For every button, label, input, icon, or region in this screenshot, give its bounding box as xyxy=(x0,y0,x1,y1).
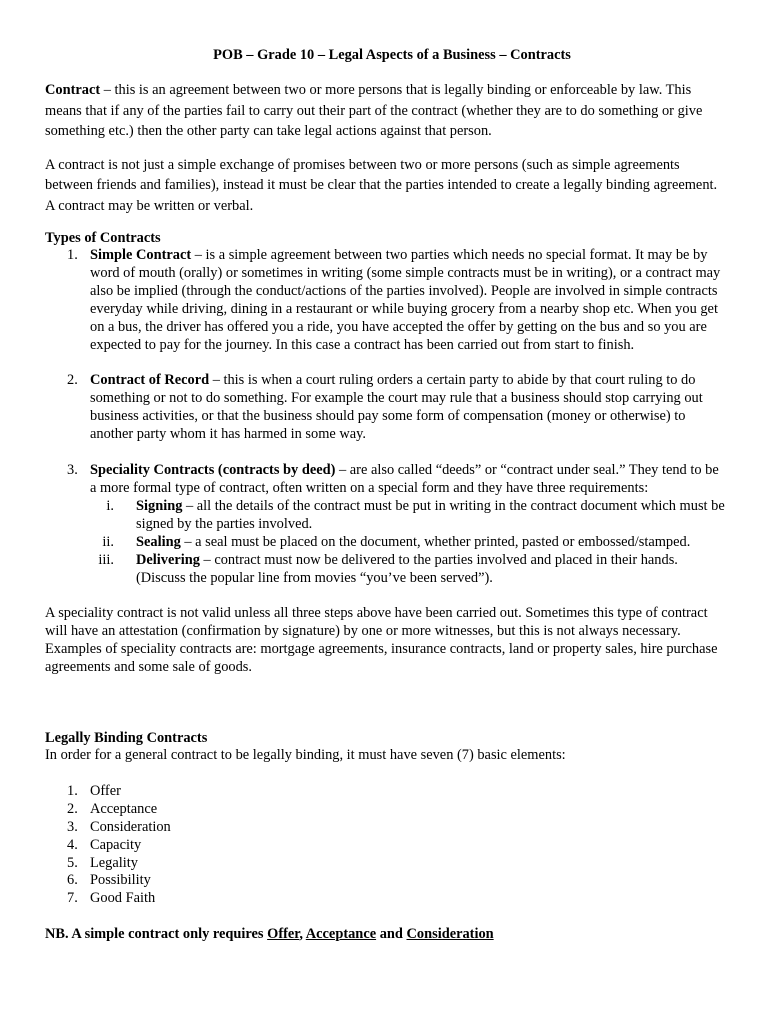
requirement-number: ii. xyxy=(102,533,114,550)
elements-list xyxy=(45,783,725,908)
type-text: – this is when a court ruling orders a certain party to abide by that court ruling to do something or not to do something. For example the court may rule that a business should stop carrying out business activities, or that the business should pay some form of compensation (money or otherwise) to another party whom it has harmed in some way. xyxy=(90,372,703,443)
nb-separator: and xyxy=(376,926,407,943)
nb-separator: , xyxy=(299,926,306,943)
type-term: Contract of Record xyxy=(90,372,210,389)
element-item xyxy=(45,819,725,837)
element-number: 7. xyxy=(67,890,78,907)
element-item xyxy=(45,837,725,855)
element-item xyxy=(45,872,725,890)
element-item xyxy=(45,855,725,873)
element-number: 6. xyxy=(67,872,78,889)
type-text: – are also called “deeds” or “contract under seal.” They tend to be a more formal type of contract, often written on a special form and they have three requirements: xyxy=(90,462,719,496)
element-number: 5. xyxy=(67,854,78,871)
requirement-text: – contract must now be delivered to the parties involved and placed in their hands. (Discuss the popular line from movies “you’ve been served”). xyxy=(136,551,678,586)
contract-definition-text: – this is an agreement between two or more persons that is legally binding or enforceable by law. This means that if any of the parties fail to carry out their part of the contract (whether they are to do something or give something etc.) then the other party can take legal actions against that person. xyxy=(45,82,703,139)
type-text: – is a simple agreement between two parties which needs no special format. It may be by word of mouth (orally) or sometimes in writing (some simple contracts must be in writing), or a contract may also be implied (through the conduct/actions of the parties involved). People are involved in simple contracts everyday while driving, dining in a restaurant or while buying grocery from a nearby shop etc. When you get on a bus, the driver has offered you a ride, you have accepted the offer by getting on the bus and so you are expected to pay for the journey. In this case a contract has been carried out from start to finish. xyxy=(90,247,721,353)
speciality-closing-paragraph: A speciality contract is not valid unless all three steps above have been carried out. Sometimes this type of contract will have an attestation (confirmation by signature) by one or more witnesses, but this is not always necessary. Examples of speciality contracts are: mortgage agreements, insurance contracts, land or property sales, hire purchase agreements and some sale of goods. xyxy=(45,605,718,676)
nb-prefix: NB. A simple contract only requires xyxy=(45,926,268,943)
type-item-simple xyxy=(45,247,725,354)
element-label: Acceptance xyxy=(90,800,158,817)
nb-acceptance: Acceptance xyxy=(305,926,377,943)
element-item xyxy=(45,890,725,908)
binding-intro: In order for a general contract to be legally binding, it must have seven (7) basic elements: xyxy=(45,747,566,764)
contract-term: Contract xyxy=(45,82,101,98)
binding-section xyxy=(45,729,725,908)
element-label: Legality xyxy=(90,854,138,871)
requirement-text: – all the details of the contract must be put in writing in the contract document which must be signed by the parties involved. xyxy=(136,497,725,532)
document-title: POB – Grade 10 – Legal Aspects of a Business – Contracts xyxy=(213,47,571,63)
type-term: Simple Contract xyxy=(90,247,192,263)
element-item xyxy=(45,801,725,819)
types-list xyxy=(45,247,725,587)
requirement-term: Sealing xyxy=(136,533,181,550)
element-number: 2. xyxy=(67,800,78,817)
element-number: 3. xyxy=(67,818,78,835)
contract-definition xyxy=(45,80,725,142)
element-label: Offer xyxy=(90,782,121,799)
element-number: 4. xyxy=(67,836,78,853)
nb-note xyxy=(45,926,725,944)
element-number: 1. xyxy=(67,782,78,799)
requirement-text: – a seal must be placed on the document, whether printed, pasted or embossed/stamped. xyxy=(180,533,691,550)
element-label: Possibility xyxy=(90,872,151,889)
element-item xyxy=(45,783,725,801)
requirements-list xyxy=(90,498,725,588)
requirement-term: Signing xyxy=(136,497,183,514)
element-label: Good Faith xyxy=(90,890,156,907)
document-page xyxy=(45,44,725,944)
types-heading: Types of Contracts xyxy=(45,230,161,246)
binding-heading: Legally Binding Contracts xyxy=(45,730,208,747)
requirement-term: Delivering xyxy=(136,551,200,568)
type-item-speciality xyxy=(45,462,725,587)
element-label: Consideration xyxy=(90,818,171,835)
requirement-number: iii. xyxy=(98,551,114,568)
nb-consideration: Consideration xyxy=(406,926,494,943)
type-number: 2. xyxy=(67,372,78,389)
type-number: 1. xyxy=(67,247,78,263)
nb-offer: Offer xyxy=(267,926,300,943)
type-term: Speciality Contracts (contracts by deed) xyxy=(90,462,336,479)
requirement-signing xyxy=(90,498,725,534)
contract-paragraph-2: A contract is not just a simple exchange of promises between two or more persons (such as simple agreements between friends and families), instead it must be clear that the parties intended to create a legally binding agreement. A contract may be written or verbal. xyxy=(45,156,718,214)
requirement-delivering xyxy=(90,552,725,588)
requirement-number: i. xyxy=(106,497,114,514)
requirement-sealing xyxy=(90,534,725,552)
type-number: 3. xyxy=(67,462,78,479)
element-label: Capacity xyxy=(90,836,142,853)
types-section xyxy=(45,229,725,587)
type-item-record xyxy=(45,372,725,444)
